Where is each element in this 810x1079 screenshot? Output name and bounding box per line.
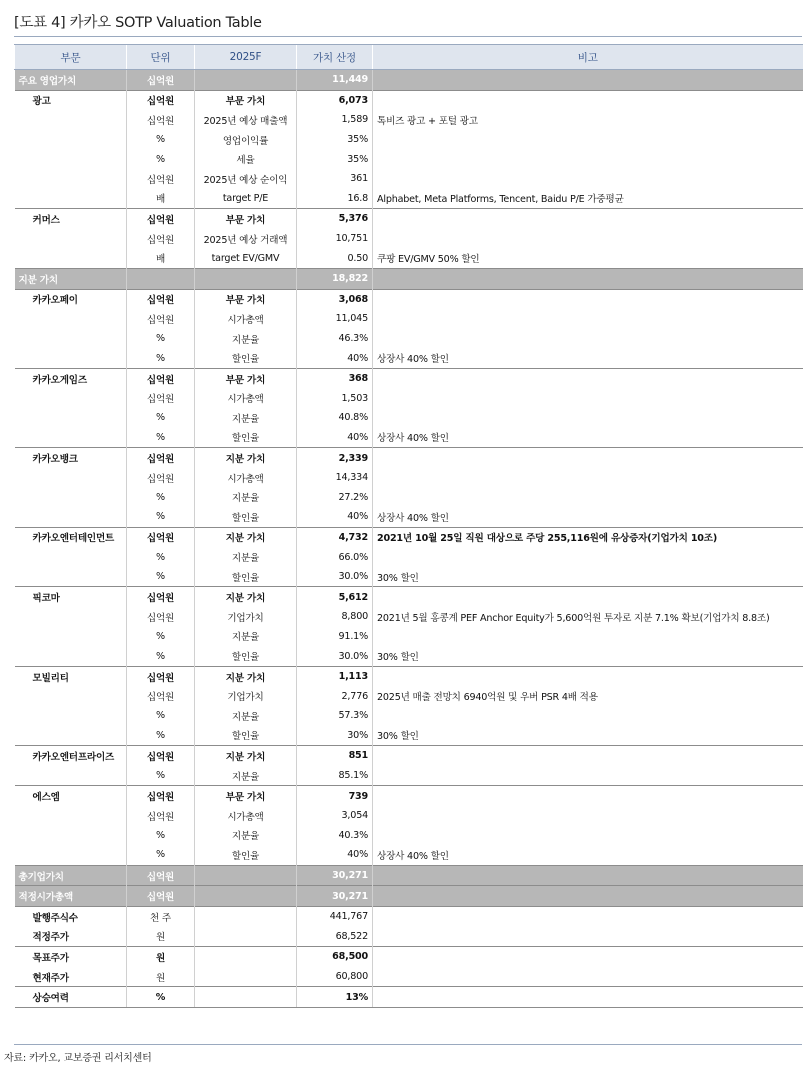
cell-segment [15, 487, 127, 507]
cell-segment: 카카오게임즈 [15, 368, 127, 388]
table-row [15, 527, 803, 547]
cell-note [373, 786, 803, 806]
cell-note [373, 927, 803, 947]
cell-item: 할인율 [195, 646, 297, 666]
cell-value: 368 [297, 368, 373, 388]
cell-segment [15, 389, 127, 409]
cell-note [373, 389, 803, 409]
table-row [15, 368, 803, 388]
cell-unit: 십억원 [127, 309, 195, 329]
cell-value: 91.1% [297, 627, 373, 647]
cell-unit: 십억원 [127, 90, 195, 110]
cell-note [373, 746, 803, 766]
cell-unit: % [127, 845, 195, 865]
cell-value: 1,503 [297, 389, 373, 409]
table-row [15, 189, 803, 209]
cell-note [373, 865, 803, 886]
cell-item: 부문 가치 [195, 289, 297, 309]
table-row [15, 289, 803, 309]
table-row [15, 686, 803, 706]
cell-segment: 지분 가치 [15, 268, 127, 289]
cell-unit: % [127, 706, 195, 726]
cell-value: 40% [297, 845, 373, 865]
cell-note [373, 408, 803, 428]
cell-segment [15, 547, 127, 567]
cell-item: 지분 가치 [195, 448, 297, 468]
cell-item: 할인율 [195, 428, 297, 448]
cell-note: 2025년 매출 전망치 6940억원 및 우버 PSR 4배 적용 [373, 686, 803, 706]
cell-value: 8,800 [297, 607, 373, 627]
cell-item: 영업이익률 [195, 130, 297, 150]
cell-item: 시가총액 [195, 389, 297, 409]
cell-unit: 십억원 [127, 169, 195, 189]
cell-value: 441,767 [297, 906, 373, 926]
cell-item: 지분 가치 [195, 746, 297, 766]
cell-value: 30.0% [297, 646, 373, 666]
cell-value: 3,054 [297, 806, 373, 826]
cell-note [373, 906, 803, 926]
cell-unit: 십억원 [127, 110, 195, 130]
cell-unit: 십억원 [127, 786, 195, 806]
cell-segment: 목표주가 [15, 947, 127, 967]
cell-unit: % [127, 726, 195, 746]
table-row [15, 627, 803, 647]
cell-unit: % [127, 547, 195, 567]
cell-value: 60,800 [297, 967, 373, 987]
cell-unit: 십억원 [127, 70, 195, 91]
cell-item: 지분율 [195, 487, 297, 507]
cell-item [195, 927, 297, 947]
cell-segment [15, 248, 127, 268]
cell-value: 30,271 [297, 886, 373, 907]
cell-note [373, 149, 803, 169]
cell-unit: % [127, 826, 195, 846]
cell-segment [15, 468, 127, 488]
cell-item: 부문 가치 [195, 209, 297, 229]
cell-value: 40.3% [297, 826, 373, 846]
cell-note: 30% 할인 [373, 726, 803, 746]
table-row [15, 268, 803, 289]
cell-item: 할인율 [195, 845, 297, 865]
cell-note [373, 209, 803, 229]
cell-note: 톡비즈 광고 + 포털 광고 [373, 110, 803, 130]
cell-segment [15, 706, 127, 726]
cell-unit: % [127, 428, 195, 448]
cell-segment [15, 329, 127, 349]
cell-segment [15, 169, 127, 189]
header-unit: 단위 [127, 45, 195, 70]
cell-item [195, 268, 297, 289]
cell-segment: 카카오엔터테인먼트 [15, 527, 127, 547]
cell-note [373, 448, 803, 468]
cell-note: 상장사 40% 할인 [373, 348, 803, 368]
cell-unit: 십억원 [127, 666, 195, 686]
cell-item: 2025년 예상 매출액 [195, 110, 297, 130]
cell-value: 68,500 [297, 947, 373, 967]
cell-item: 부문 가치 [195, 90, 297, 110]
cell-value: 2,776 [297, 686, 373, 706]
cell-segment: 광고 [15, 90, 127, 110]
table-row [15, 845, 803, 865]
cell-value: 10,751 [297, 229, 373, 249]
cell-segment: 에스엠 [15, 786, 127, 806]
cell-item: 할인율 [195, 348, 297, 368]
cell-segment: 카카오페이 [15, 289, 127, 309]
cell-item: 시가총액 [195, 806, 297, 826]
cell-item [195, 886, 297, 907]
cell-segment: 픽코마 [15, 587, 127, 607]
cell-segment [15, 428, 127, 448]
table-row [15, 229, 803, 249]
cell-value: 16.8 [297, 189, 373, 209]
cell-segment: 적정시가총액 [15, 886, 127, 907]
cell-item [195, 865, 297, 886]
cell-note [373, 130, 803, 150]
cell-note: 2021년 10월 25일 직원 대상으로 주당 255,116원에 유상증자(기업가치 10조) [373, 527, 803, 547]
source-divider [14, 1044, 802, 1045]
cell-unit: 십억원 [127, 806, 195, 826]
cell-segment [15, 507, 127, 527]
cell-note: Alphabet, Meta Platforms, Tencent, Baidu P/E 가중평균 [373, 189, 803, 209]
table-row [15, 806, 803, 826]
title-divider [14, 36, 802, 37]
cell-unit: % [127, 408, 195, 428]
cell-segment [15, 149, 127, 169]
cell-value: 14,334 [297, 468, 373, 488]
cell-segment [15, 110, 127, 130]
cell-note [373, 229, 803, 249]
cell-unit: % [127, 149, 195, 169]
table-row [15, 766, 803, 786]
table-row [15, 726, 803, 746]
table-row [15, 826, 803, 846]
cell-value: 30,271 [297, 865, 373, 886]
table-header-row [15, 45, 803, 70]
table-row [15, 886, 803, 907]
cell-note [373, 329, 803, 349]
cell-note [373, 826, 803, 846]
cell-item: 지분율 [195, 627, 297, 647]
table-row [15, 348, 803, 368]
table-row [15, 329, 803, 349]
table-row [15, 947, 803, 967]
cell-unit: 십억원 [127, 865, 195, 886]
cell-item: 지분율 [195, 547, 297, 567]
cell-value: 85.1% [297, 766, 373, 786]
cell-segment [15, 348, 127, 368]
cell-segment [15, 646, 127, 666]
cell-value: 6,073 [297, 90, 373, 110]
cell-item: 할인율 [195, 726, 297, 746]
cell-note [373, 886, 803, 907]
table-row [15, 110, 803, 130]
cell-unit: % [127, 646, 195, 666]
cell-note [373, 987, 803, 1008]
cell-unit: 십억원 [127, 607, 195, 627]
cell-segment [15, 309, 127, 329]
cell-note [373, 70, 803, 91]
table-row [15, 149, 803, 169]
cell-note [373, 766, 803, 786]
table-row [15, 408, 803, 428]
cell-segment [15, 189, 127, 209]
table-row [15, 706, 803, 726]
cell-item: 세율 [195, 149, 297, 169]
cell-segment: 카카오엔터프라이즈 [15, 746, 127, 766]
cell-segment [15, 845, 127, 865]
cell-note [373, 289, 803, 309]
cell-value: 40% [297, 507, 373, 527]
cell-item: 시가총액 [195, 468, 297, 488]
table-row [15, 248, 803, 268]
cell-segment: 주요 영업가치 [15, 70, 127, 91]
cell-unit: 원 [127, 947, 195, 967]
cell-segment: 모빌리티 [15, 666, 127, 686]
cell-note [373, 947, 803, 967]
cell-segment: 발행주식수 [15, 906, 127, 926]
cell-item: 지분 가치 [195, 666, 297, 686]
table-row [15, 646, 803, 666]
cell-value: 2,339 [297, 448, 373, 468]
cell-value: 66.0% [297, 547, 373, 567]
cell-segment [15, 726, 127, 746]
cell-value: 11,045 [297, 309, 373, 329]
cell-unit: 십억원 [127, 746, 195, 766]
cell-note [373, 468, 803, 488]
cell-unit: 십억원 [127, 289, 195, 309]
cell-value: 5,612 [297, 587, 373, 607]
cell-item: 지분율 [195, 329, 297, 349]
cell-value: 851 [297, 746, 373, 766]
cell-item: 2025년 예상 순이익 [195, 169, 297, 189]
cell-unit: % [127, 766, 195, 786]
table-row [15, 130, 803, 150]
cell-value: 68,522 [297, 927, 373, 947]
cell-value: 1,113 [297, 666, 373, 686]
table-row [15, 547, 803, 567]
table-row [15, 587, 803, 607]
table-row [15, 209, 803, 229]
table-row [15, 607, 803, 627]
header-valuation: 가치 산정 [297, 45, 373, 70]
cell-value: 40% [297, 428, 373, 448]
cell-segment [15, 766, 127, 786]
cell-note [373, 487, 803, 507]
cell-note: 상장사 40% 할인 [373, 507, 803, 527]
table-row [15, 90, 803, 110]
cell-unit: 배 [127, 189, 195, 209]
cell-segment: 카카오뱅크 [15, 448, 127, 468]
table-title: [도표 4] 카카오 SOTP Valuation Table [14, 15, 262, 31]
table-row [15, 906, 803, 926]
cell-item: 기업가치 [195, 686, 297, 706]
cell-unit: % [127, 487, 195, 507]
table-row [15, 448, 803, 468]
cell-value: 27.2% [297, 487, 373, 507]
table-row [15, 927, 803, 947]
cell-segment [15, 567, 127, 587]
cell-value: 13% [297, 987, 373, 1008]
cell-item [195, 947, 297, 967]
cell-unit: % [127, 329, 195, 349]
cell-note: 쿠팡 EV/GMV 50% 할인 [373, 248, 803, 268]
cell-note: 30% 할인 [373, 646, 803, 666]
cell-item: 기업가치 [195, 607, 297, 627]
table-row [15, 70, 803, 91]
cell-value: 30.0% [297, 567, 373, 587]
cell-note [373, 90, 803, 110]
cell-item [195, 987, 297, 1008]
cell-note [373, 309, 803, 329]
cell-item [195, 70, 297, 91]
cell-segment [15, 229, 127, 249]
cell-item: 지분율 [195, 408, 297, 428]
table-row [15, 428, 803, 448]
cell-item: 지분 가치 [195, 587, 297, 607]
cell-note [373, 368, 803, 388]
table-row [15, 746, 803, 766]
cell-segment: 총기업가치 [15, 865, 127, 886]
cell-value: 11,449 [297, 70, 373, 91]
cell-segment [15, 607, 127, 627]
cell-unit: 십억원 [127, 389, 195, 409]
cell-note [373, 666, 803, 686]
cell-unit: 십억원 [127, 209, 195, 229]
cell-segment: 커머스 [15, 209, 127, 229]
cell-value: 3,068 [297, 289, 373, 309]
cell-unit: 원 [127, 927, 195, 947]
cell-unit: 십억원 [127, 368, 195, 388]
cell-unit: % [127, 130, 195, 150]
cell-unit: 천 주 [127, 906, 195, 926]
cell-note [373, 967, 803, 987]
table-row [15, 507, 803, 527]
table-row [15, 967, 803, 987]
table-row [15, 987, 803, 1008]
cell-segment: 현재주가 [32, 972, 69, 984]
cell-value: 5,376 [297, 209, 373, 229]
cell-unit: % [127, 348, 195, 368]
cell-segment [15, 130, 127, 150]
cell-value: 739 [297, 786, 373, 806]
cell-segment [15, 408, 127, 428]
cell-value: 0.50 [297, 248, 373, 268]
cell-item: 지분율 [195, 766, 297, 786]
header-2025f: 2025F [195, 45, 297, 70]
cell-item: target P/E [195, 189, 297, 209]
cell-segment [15, 826, 127, 846]
table-body [15, 70, 803, 1008]
cell-segment [15, 686, 127, 706]
table-row [15, 309, 803, 329]
cell-item: 시가총액 [195, 309, 297, 329]
cell-segment [15, 627, 127, 647]
header-note: 비고 [373, 45, 803, 70]
cell-unit: % [127, 507, 195, 527]
cell-unit [127, 268, 195, 289]
cell-unit: 원 [127, 967, 195, 987]
cell-unit: 십억원 [127, 527, 195, 547]
source-note: 자료: 카카오, 교보증권 리서치센터 [4, 1053, 152, 1064]
cell-unit: 배 [127, 248, 195, 268]
cell-note: 상장사 40% 할인 [373, 428, 803, 448]
cell-item: 부문 가치 [195, 786, 297, 806]
cell-segment: 적정주가 [32, 932, 69, 944]
cell-note [373, 806, 803, 826]
cell-note [373, 169, 803, 189]
table-row [15, 567, 803, 587]
cell-unit: 십억원 [127, 468, 195, 488]
table-row [15, 389, 803, 409]
cell-note [373, 627, 803, 647]
table-row [15, 865, 803, 886]
table-row [15, 666, 803, 686]
cell-item: 부문 가치 [195, 368, 297, 388]
cell-item: 지분 가치 [195, 527, 297, 547]
table-row [15, 786, 803, 806]
cell-item: 할인율 [195, 567, 297, 587]
cell-value: 40.8% [297, 408, 373, 428]
cell-unit: 십억원 [127, 229, 195, 249]
cell-item: target EV/GMV [195, 248, 297, 268]
table-row [15, 487, 803, 507]
cell-unit: 십억원 [127, 886, 195, 907]
cell-item [195, 906, 297, 926]
cell-note [373, 706, 803, 726]
cell-note [373, 268, 803, 289]
cell-note: 30% 할인 [373, 567, 803, 587]
cell-item: 지분율 [195, 706, 297, 726]
cell-unit: 십억원 [127, 686, 195, 706]
cell-item: 지분율 [195, 826, 297, 846]
table-row [15, 169, 803, 189]
cell-item: 2025년 예상 거래액 [195, 229, 297, 249]
cell-unit: 십억원 [127, 448, 195, 468]
cell-value: 18,822 [297, 268, 373, 289]
cell-value: 57.3% [297, 706, 373, 726]
cell-item [195, 967, 297, 987]
table-row [15, 468, 803, 488]
cell-unit: % [127, 987, 195, 1008]
cell-unit: 십억원 [127, 587, 195, 607]
cell-value: 40% [297, 348, 373, 368]
cell-note: 상장사 40% 할인 [373, 845, 803, 865]
cell-value: 30% [297, 726, 373, 746]
cell-note [373, 547, 803, 567]
cell-segment [15, 806, 127, 826]
cell-value: 35% [297, 149, 373, 169]
sotp-valuation-table [14, 44, 803, 1008]
cell-value: 4,732 [297, 527, 373, 547]
cell-unit: % [127, 567, 195, 587]
cell-segment: 상승여력 [15, 987, 127, 1008]
cell-value: 46.3% [297, 329, 373, 349]
cell-value: 35% [297, 130, 373, 150]
cell-value: 1,589 [297, 110, 373, 130]
header-segment: 부문 [15, 45, 127, 70]
cell-item: 할인율 [195, 507, 297, 527]
cell-note: 2021년 5월 홍콩계 PEF Anchor Equity가 5,600억원 투자로 지분 7.1% 확보(기업가치 8.8조) [373, 607, 803, 627]
cell-note [373, 587, 803, 607]
cell-value: 361 [297, 169, 373, 189]
cell-unit: % [127, 627, 195, 647]
